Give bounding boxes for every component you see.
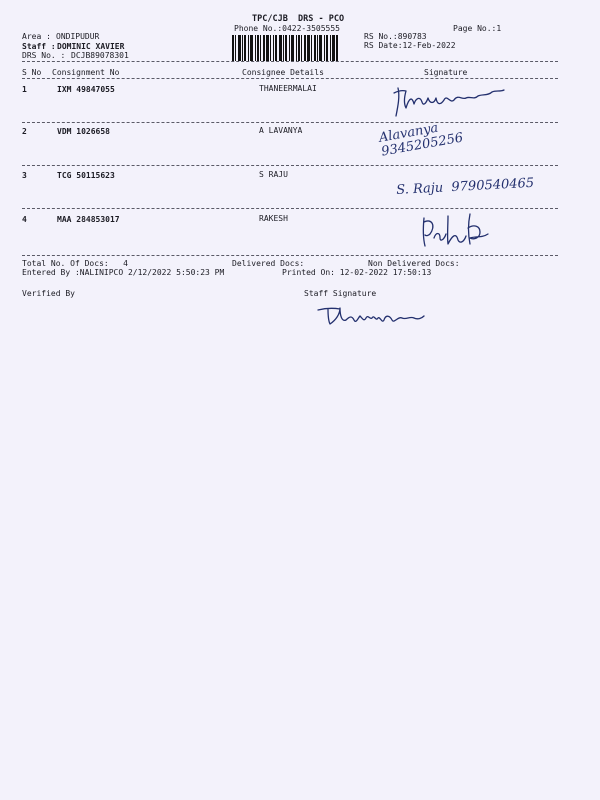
drs-label: DRS No. : <box>22 51 66 60</box>
row-4-sno: 4 <box>22 215 27 224</box>
column-signature: Signature <box>424 68 468 77</box>
column-sno: S No <box>22 68 42 77</box>
row-2-signature: Alavanya 9345205256 <box>377 120 465 160</box>
row-4-consignment: MAA 284853017 <box>57 215 120 224</box>
row-2-sno: 2 <box>22 127 27 136</box>
row-4-signature <box>418 210 498 250</box>
barcode <box>232 35 356 61</box>
column-consignment: Consignment No <box>52 68 120 77</box>
row-2-consignment: VDM 1026658 <box>57 127 110 136</box>
area-label: Area : <box>22 32 51 41</box>
header-bottom-rule <box>22 78 558 79</box>
row-3-signature: S. Raju 9790540465 <box>395 175 535 198</box>
verified-by-label: Verified By <box>22 289 75 298</box>
row-3-consignment: TCG 50115623 <box>57 171 115 180</box>
column-consignee: Consignee Details <box>242 68 324 77</box>
rs-date: RS Date:12-Feb-2022 <box>364 41 456 50</box>
non-delivered-docs: Non Delivered Docs: <box>368 259 460 268</box>
row-1-signature <box>392 84 512 120</box>
drs-value: DCJB89078301 <box>71 51 129 60</box>
row-3-rule <box>22 208 558 209</box>
row-4-rule <box>22 255 558 256</box>
staff-label: Staff : <box>22 42 56 51</box>
row-1-consignment: IXM 49847055 <box>57 85 115 94</box>
row-1-rule <box>22 122 558 123</box>
row-4-consignee: RAKESH <box>259 214 288 223</box>
staff-signature-label: Staff Signature <box>304 289 377 298</box>
row-2-rule <box>22 165 558 166</box>
total-docs: Total No. Of Docs: 4 <box>22 259 128 268</box>
staff-value: DOMINIC XAVIER <box>57 42 125 51</box>
printed-on: Printed On: 12-02-2022 17:50:13 <box>282 268 432 277</box>
phone-number: Phone No.:0422-3505555 <box>234 24 340 33</box>
rs-number: RS No.:890783 <box>364 32 427 41</box>
row-1-consignee: THANEERMALAI <box>259 84 317 93</box>
row-2-consignee: A LAVANYA <box>259 126 303 135</box>
document-title: TPC/CJB DRS - PCO <box>252 14 345 24</box>
area-value: ONDIPUDUR <box>56 32 100 41</box>
row-3-sno: 3 <box>22 171 27 180</box>
delivered-docs: Delivered Docs: <box>232 259 305 268</box>
staff-signature-mark <box>316 304 426 330</box>
row-1-sno: 1 <box>22 85 27 94</box>
page-number: Page No.:1 <box>453 24 502 33</box>
row-3-consignee: S RAJU <box>259 170 288 179</box>
entered-by: Entered By :NALINIPCO 2/12/2022 5:50:23 PM <box>22 268 225 277</box>
header-top-rule <box>22 61 558 62</box>
